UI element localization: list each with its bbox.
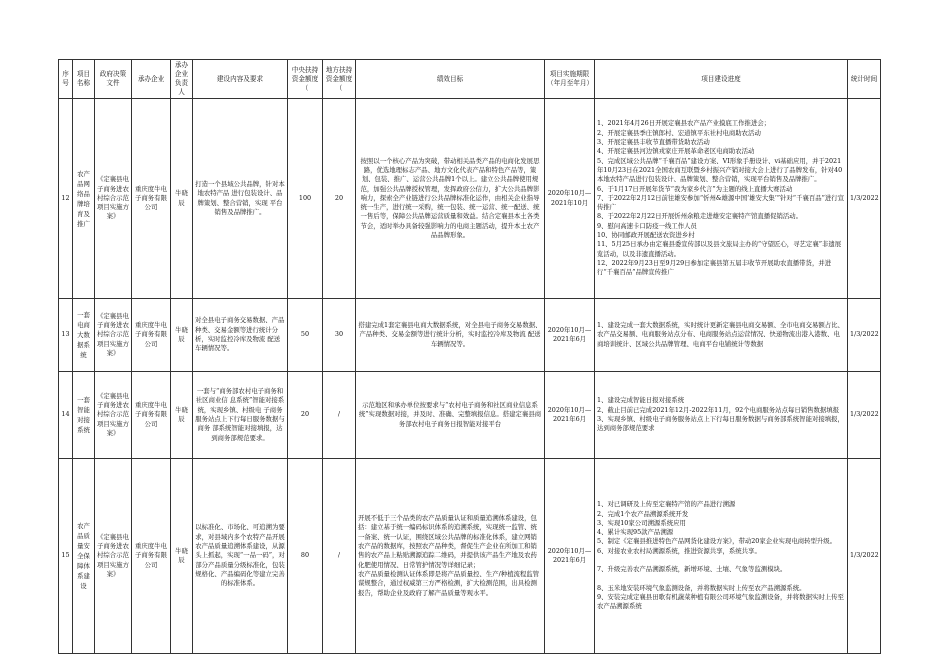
row-time: 1/3/2022 [848, 459, 881, 654]
table-row [59, 372, 881, 459]
row-company: 重庆度牛电子商务有限公司 [132, 372, 171, 459]
table-row [59, 459, 881, 654]
row-no: 13 [59, 299, 73, 372]
row-content: 一套与“商务部农村电子商务和社区商业信 息系统”智能对接系统，实现乡镇、村级电 子商务服务站点上下行每日服务数据与商务 部系统智能对接填报，达到商务部规范要求。 [193, 372, 288, 459]
row-goal: 搭建完成1套定襄县电商大数据系统，对全县电子商务交易数据、产品种类、交易金额等进行统计分析，实时监控冷库及物流 配送车辆情况等。 [356, 299, 545, 372]
row-progress: 1、建设完成智能日报对接系统 2、截止目前已完成2021年12月-2022年11月，92个电商服务站点每日销售数据填报 3、实现乡镇、村级电子商务服务站点上下行每日服务数据与商务部系统智能对接填报，达到商务部规范要求 [595, 372, 848, 459]
row-central: 20 [288, 372, 323, 459]
row-goal: 按照以一个核心产品为突破，带动相关品类产品的电商化发展思路，优选地理标志产品、地方文化代表产品和特色产品等，策划、包装、推广、运营公共品牌1个以上。建立公共品牌使用规范，加强公共品牌授权管理，发挥政府公信力，扩大公共品牌影响力，探索全产业链进行公共品牌标准化运作，由相关企业指导统一生产，进行统一采购，统一包装、统一运营、统一配送、统一售后等，保障公共品牌运营质量和效益。结合定襄县本土各类节会，适时举办具备较强影响力的电商主题活动，提升本土农产品品牌形象。 [356, 99, 545, 299]
row-name: 一套智能对接系统 [73, 372, 95, 459]
row-name: 农产品质量安全保障体系建设 [73, 459, 95, 654]
row-central: 80 [288, 459, 323, 654]
table-row [59, 99, 881, 299]
header-leader: 承办企业负责人 [171, 60, 193, 99]
row-progress: 1、建设完成一套大数据系统，实时统计更新定襄县电商交易额、全市电商交易额占比、农产品交易额、电商服务站点分布、电商服务站点运营情况、快递物流出港入港数、电商培训统计、区域公共品牌管理、电商平台电铺统计等数据 [595, 299, 848, 372]
row-central: 100 [288, 99, 323, 299]
row-progress: 1、对已调研及上传至定襄特产馆的产品进行溯源 2、完成1个农产品溯源系统开发 3、实现10家公司溯源系统应用 4、累计实现95款产品溯源 5、制定《定襄县推进特色产品网货化建设方案》，带动20家企业实现电商转型升级。 6、对接农业农村局溯源系统，推进资源共享，系统共享。 7、升级完善农产品溯源系统，新增环境、土壤、气象等监测模块。 8、玉米地安装环境气象监测设备，并将数据实时上传至农产品溯源系统。 9、安装完成定襄县田歌有机蔬菜种植有限公司环境气象监测设备，并将数据实时上传至农产品溯源系统 [595, 459, 848, 654]
row-period: 2020年10月—2021年6月 [545, 459, 595, 654]
row-company: 重庆度牛电子商务有限公司 [132, 99, 171, 299]
row-period: 2020年10月—2021年10月 [545, 99, 595, 299]
row-leader: 牛晓辰 [171, 299, 193, 372]
project-table [58, 59, 881, 654]
row-no: 15 [59, 459, 73, 654]
row-period: 2020年10月—2021年6月 [545, 299, 595, 372]
row-leader: 牛晓辰 [171, 99, 193, 299]
header-local-fund: 地方扶持资金额度（ [323, 60, 356, 99]
row-goal: 示范地区和承办单位按要求与“农村电子商务和社区商业信息系统”实现数据对接，并及时、准确、完整填报信息。搭建定襄县商务部农村电子商务日报智能对接平台 [356, 372, 545, 459]
row-time: 1/3/2022 [848, 99, 881, 299]
row-no: 14 [59, 372, 73, 459]
header-row [59, 60, 881, 99]
row-central: 50 [288, 299, 323, 372]
row-doc: 《定襄县电子商务进农村综合示范项目实施方案》 [95, 299, 132, 372]
row-time: 1/3/2022 [848, 372, 881, 459]
row-content: 对全县电子商务交易数据、产品种类、交易金额等进行统计分析，实时监控冷库及物流 配送车辆情况等。 [193, 299, 288, 372]
row-doc: 《定襄县电子商务进农村综合示范项目实施方案》 [95, 459, 132, 654]
row-content: 打造一个县域公共品牌，针对本地农特产品 进行包装设计、品牌策划、整合营销，实现 平台销售及品牌推广。 [193, 99, 288, 299]
row-company: 重庆度牛电子商务有限公司 [132, 299, 171, 372]
header-period: 项目实施期限（年月至年月） [545, 60, 595, 99]
table-row [59, 299, 881, 372]
header-doc: 政府决策文件 [95, 60, 132, 99]
row-name: 农产品网络品牌培育及推广 [73, 99, 95, 299]
row-doc: 《定襄县电子商务进农村综合示范项目实施方案》 [95, 372, 132, 459]
header-time: 统计时间 [848, 60, 881, 99]
header-name: 项目名称 [73, 60, 95, 99]
row-local: / [323, 459, 356, 654]
row-local: 20 [323, 99, 356, 299]
row-no: 12 [59, 99, 73, 299]
row-local: / [323, 372, 356, 459]
row-local: 30 [323, 299, 356, 372]
header-progress: 项目建设进度 [595, 60, 848, 99]
row-content: 以标准化、市场化、可追溯为要求，对县域内多个农特产品开展农产品质量追溯体系建设，从源头上抓起，实现“一品一码”，对部分产品质量分级标准化，包装规格化、产品编码化等建立完善的标准体系。 [193, 459, 288, 654]
header-no: 序号 [59, 60, 73, 99]
row-doc: 《定襄县电子商务进农村综合示范项目实施方案》 [95, 99, 132, 299]
header-goal: 绩效目标 [356, 60, 545, 99]
row-company: 重庆度牛电子商务有限公司 [132, 459, 171, 654]
row-goal: 开展不低于三个品类的农产品质量认证和质量追溯体系建设，包括：建立基于统一编码标识体系的追溯系统，实现统一监管、统一备案、统一认证，围绕区域公共品牌的标准化体系，建立网销农产品的数据库，按照农产品种类，督促生产企业在所加工和销售的农产品上粘贴溯源追踪二维码，并提供该产品生产地及农药化肥使用情况、日常管护情况等详细记录； 农产品质量检测认证体系即是将产品质量控、生产/种植流程监管谋规整合，通过权威第三方严格检测，扩大检测范围，出具检测报告，帮助企业及政府了解产品质量等观水平。 [356, 459, 545, 654]
row-time: 1/3/2022 [848, 299, 881, 372]
header-content: 建设内容及要求 [193, 60, 288, 99]
row-progress: 1、2021年4月26日开展定襄县农产品产业摸底工作推进会； 2、开展定襄县季庄镇郎村、宏道镇平东社村电商助农活动 3、开展定襄县丰收节直播带货助农活动 4、开展定襄县河边镇戎家庄开展革命老区电商助农活动 5、完成区域公共品牌“千襄百品”建设方案、VI形象手册设计、vi基础应用，并于2021年10月23日在2021全国农商互联暨乡村振兴产销对接大会上进行了品牌发布，针对40本地农特产品进行包装设计、品牌策划、整合营销，实现平台销售及品牌推广。 6、于1月17日开展年货节“我为家乡代言”为主题的线上直播大赛活动 7、于2022年2月12日前往雄安参加“忻州&雄源中国‘雄安大集’”针对“千襄百品”进行宣传推广 8、于2022年2月22日开展忻州余粮走进雄安定襄特产馆直播促销活动。 9、慰问高速卡口防疫一线工作人员 10、协同邮政开展配送农资进乡村 11、5月25日承办由定襄县委宣传部以及县文旅局主办的“守望匠心，寻艺定襄”非遗展览活动，以及非遗直播活动。 12、2022年9月23日至9月29日参加定襄县第五届丰收节开展助农直播带货，并进行“千襄百品”品牌宣传推广 [595, 99, 848, 299]
header-company: 承办企业 [132, 60, 171, 99]
row-leader: 牛晓辰 [171, 459, 193, 654]
header-central-fund: 中央扶持资金额度（ [288, 60, 323, 99]
row-name: 一套电商大数据系统 [73, 299, 95, 372]
row-period: 2020年10月—2021年6月 [545, 372, 595, 459]
row-leader: 牛晓辰 [171, 372, 193, 459]
